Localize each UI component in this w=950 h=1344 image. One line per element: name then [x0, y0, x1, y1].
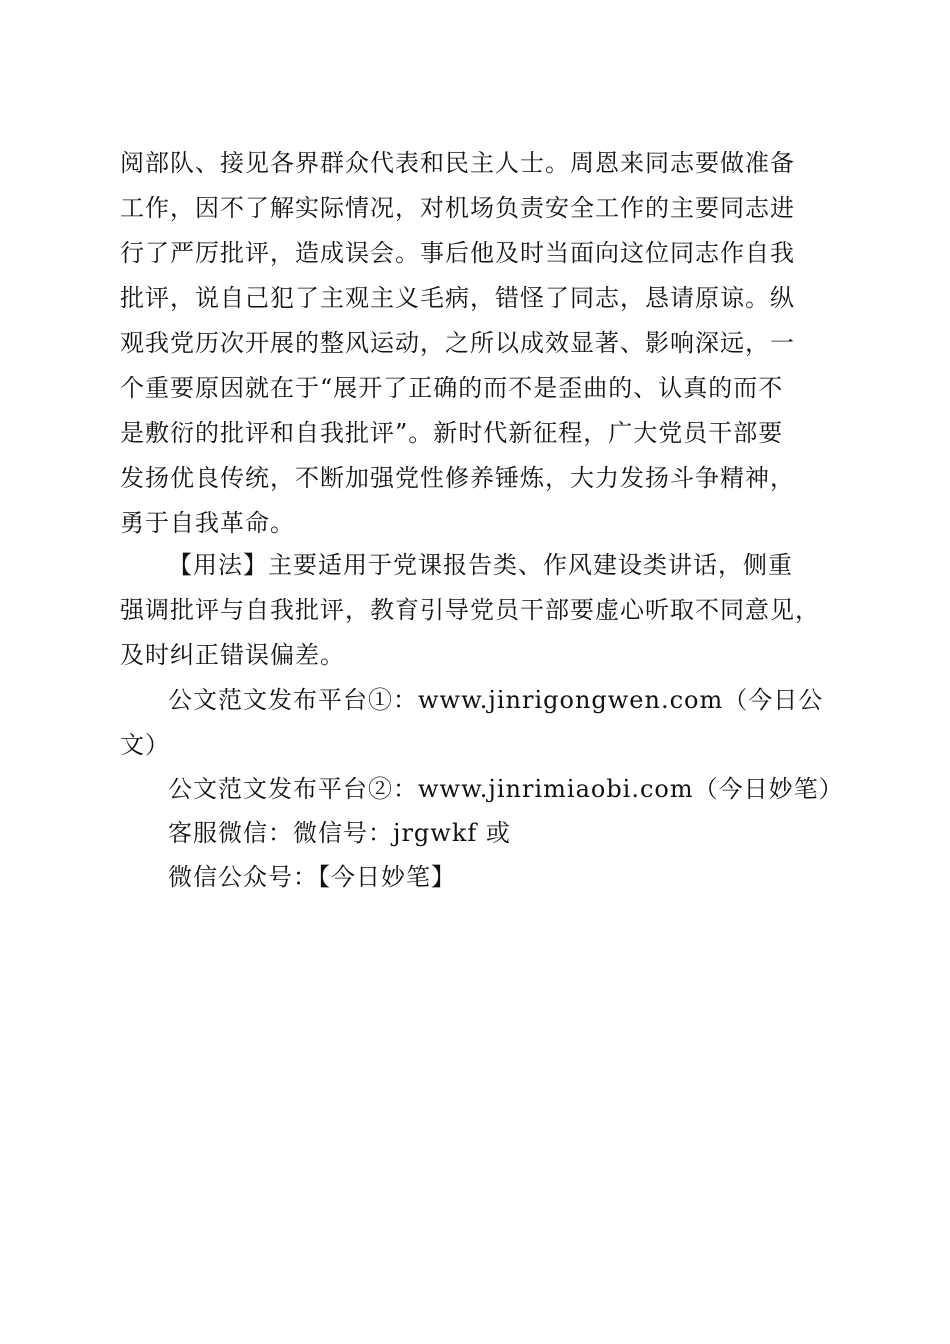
paragraph1-line-5: 观我党历次开展的整风运动，之所以成效显著、影响深远，一	[120, 329, 795, 357]
paragraph1-line-3: 行了严厉批评，造成误会。事后他及时当面向这位同志作自我	[120, 239, 795, 267]
footer-platform-1-line-2: 文）	[120, 731, 170, 759]
footer-wechat-account: 微信公众号：【今日妙笔】	[168, 863, 456, 891]
paragraph1-line-7: 是敷衍的批评和自我批评”。新时代新征程，广大党员干部要	[120, 419, 784, 447]
paragraph1-line-9: 勇于自我革命。	[120, 509, 295, 537]
paragraph1-line-2: 工作，因不了解实际情况，对机场负责安全工作的主要同志进	[120, 194, 795, 222]
footer-customer-service: 客服微信：微信号：jrgwkf 或	[168, 819, 511, 847]
paragraph2-line-1: 【用法】主要适用于党课报告类、作风建设类讲话，侧重	[168, 551, 793, 579]
footer-platform-1-line-1: 公文范文发布平台①：www.jinrigongwen.com（今日公	[168, 686, 824, 714]
paragraph1-line-1: 阅部队、接见各界群众代表和民主人士。周恩来同志要做准备	[120, 149, 795, 177]
paragraph2-line-3: 及时纠正错误偏差。	[120, 641, 345, 669]
paragraph1-line-4: 批评，说自己犯了主观主义毛病，错怪了同志，恳请原谅。纵	[120, 284, 795, 312]
paragraph2-line-2: 强调批评与自我批评，教育引导党员干部要虚心听取不同意见，	[120, 596, 820, 624]
paragraph1-line-6: 个重要原因就在于“展开了正确的而不是歪曲的、认真的而不	[120, 374, 784, 402]
paragraph1-line-8: 发扬优良传统，不断加强党性修养锤炼，大力发扬斗争精神，	[120, 464, 795, 492]
footer-platform-2: 公文范文发布平台②：www.jinrimiaobi.com（今日妙笔）	[168, 775, 844, 803]
